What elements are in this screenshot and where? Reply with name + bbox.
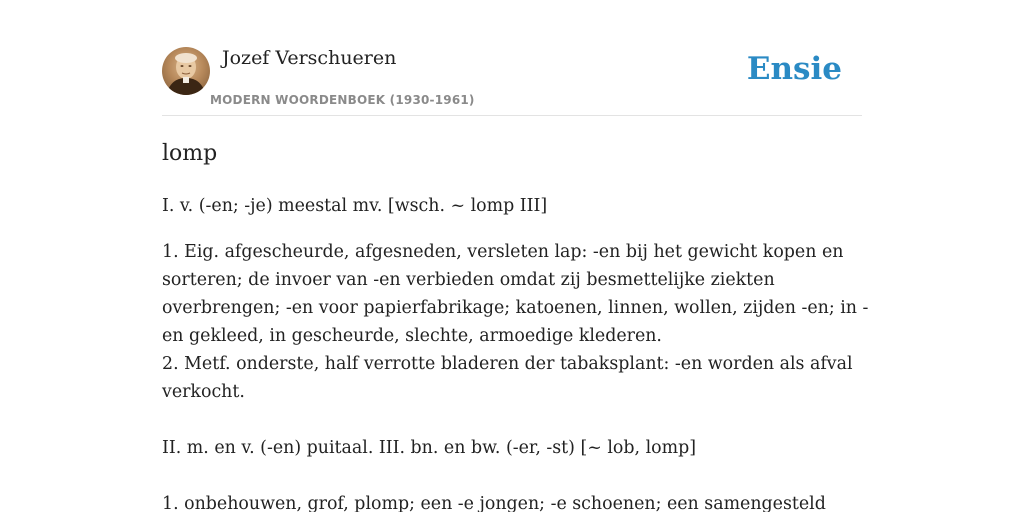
spacer (162, 220, 862, 238)
entry-title: lomp (162, 141, 218, 166)
source-label[interactable]: MODERN WOORDENBOEK (1930-1961) (210, 93, 475, 107)
content-container (162, 0, 869, 512)
entry-line: overbrengen; -en voor papierfabrikage; katoenen, linnen, wollen, zijden -en; in - (162, 298, 869, 318)
entry-line: 1. onbehouwen, grof, plomp; een -e jongen; -e schoenen; een samengesteld (162, 494, 826, 512)
author-portrait-icon (162, 47, 210, 95)
entry-line: 1. Eig. afgescheurde, afgesneden, versleten lap: -en bij het gewicht kopen en (162, 242, 844, 262)
author-avatar[interactable] (162, 47, 210, 95)
entry-line: verkocht. (162, 382, 245, 402)
spacer (162, 406, 862, 434)
author-name[interactable]: Jozef Verschueren (222, 47, 397, 69)
entry-line: II. m. en v. (-en) puitaal. III. bn. en bw. (-er, -st) [~ lob, lomp] (162, 438, 697, 458)
entry-line-grammar: I. v. (-en; -je) meestal mv. [wsch. ~ lomp III] (162, 196, 548, 216)
entry-line: 2. Metf. onderste, half verrotte bladeren der tabaksplant: -en worden als afval (162, 354, 853, 374)
entry-line: sorteren; de invoer van -en verbieden omdat zij besmettelijke ziekten (162, 270, 775, 290)
entry-line: en gekleed, in gescheurde, slechte, armoedige klederen. (162, 326, 662, 346)
ensie-logo[interactable]: Ensie (746, 51, 842, 87)
spacer (162, 462, 862, 490)
entry-body (162, 192, 869, 512)
entry-header (162, 0, 862, 116)
